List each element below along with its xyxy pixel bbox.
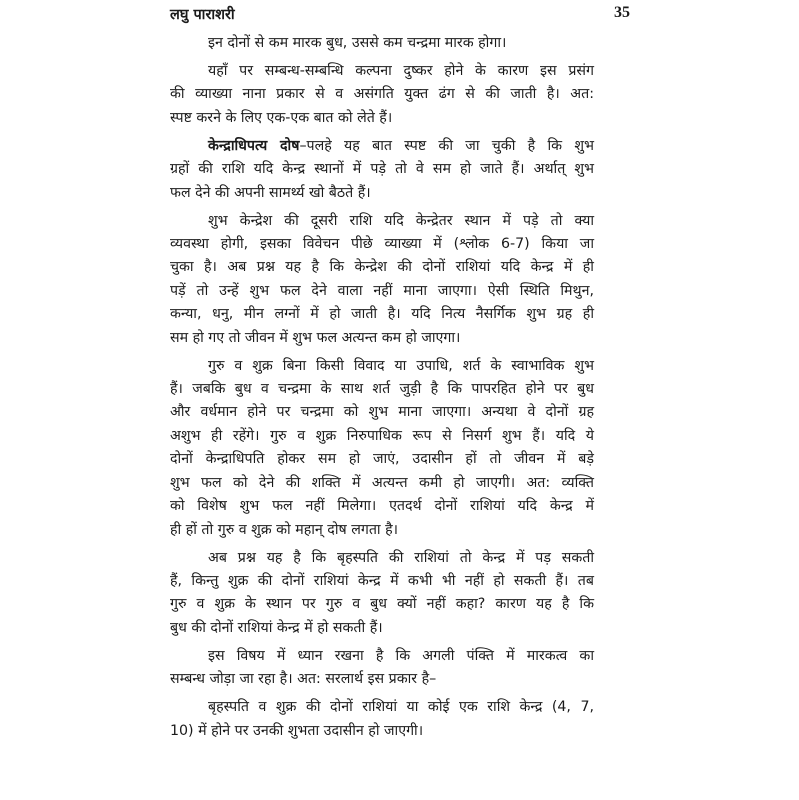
- page-body: [170, 32, 594, 748]
- paragraph: [170, 547, 594, 641]
- text-line: को विशेष शुभ फल नहीं मिलेगा। एतदर्थ दोनों राशियां यदि केन्द्र में: [170, 498, 594, 515]
- bold-heading: केन्द्राधिपत्य दोष: [208, 137, 300, 154]
- text-line: बुध की दोनों राशियां केन्द्र में हो सकती हैं।: [170, 619, 383, 636]
- running-title: लघु पाराशरी: [170, 7, 235, 23]
- paragraph: [170, 645, 594, 692]
- text-line: पड़ें तो उन्हें शुभ फल देने वाला नहीं माना जाएगा। ऐसी स्थिति मिथुन,: [170, 282, 594, 299]
- text-line: दोनों केन्द्राधिपति होकर सम हो जाएं, उदासीन हों तो जीवन में बड़े: [170, 451, 594, 468]
- paragraph: [170, 210, 594, 350]
- paragraph: [170, 696, 594, 743]
- paragraph: [170, 32, 594, 55]
- text-line: सम हो गए तो जीवन में शुभ फल अत्यन्त कम हो जाएगा।: [170, 329, 461, 346]
- text-line: और वर्धमान होने पर चन्द्रमा को शुभ माना जाएगा। अन्यथा वे दोनों ग्रह: [170, 404, 594, 421]
- text-line: गुरु व शुक्र के स्थान पर गुरु व बुध क्यों नहीं कहा? कारण यह है कि: [170, 596, 594, 613]
- text-line: शुभ केन्द्रेश की दूसरी राशि यदि केन्द्रेतर स्थान में पड़े तो क्या: [208, 212, 594, 229]
- paragraph: [170, 135, 594, 205]
- text-fragment: –पलहे यह बात स्पष्ट की जा चुकी है कि शुभ: [299, 137, 594, 154]
- text-line: ही हों तो गुरु व शुक्र को महान् दोष लगता है।: [170, 521, 399, 538]
- paragraph: [170, 355, 594, 542]
- text-line: [170, 135, 594, 158]
- text-line: इन दोनों से कम मारक बुध, उससे कम चन्द्रमा मारक होगा।: [208, 35, 507, 51]
- text-line: व्यवस्था होगी, इसका विवेचन पीछे व्याख्या में (श्लोक 6-7) किया जा: [170, 236, 594, 253]
- text-line: कन्या, धनु, मीन लग्नों में हो जाती है। यदि नित्य नैसर्गिक शुभ ग्रह ही: [170, 306, 594, 323]
- text-line: बृहस्पति व शुक्र की दोनों राशियां या कोई एक राशि केन्द्र (4, 7,: [208, 699, 594, 716]
- text-line: 10) में होने पर उनकी शुभता उदासीन हो जाएगी।: [170, 722, 424, 739]
- page-number: 35: [614, 4, 630, 21]
- text-line: स्पष्ट करने के लिए एक-एक बात को लेते हैं।: [170, 109, 393, 126]
- text-line: हैं। जबकि बुध व चन्द्रमा के साथ शर्त जुड़ी है कि पापरहित होने पर बुध: [170, 381, 594, 398]
- text-line: हैं, किन्तु शुक्र की दोनों राशियां केन्द्र में कभी भी नहीं हो सकती हैं। तब: [170, 572, 594, 589]
- paragraph: [170, 60, 594, 130]
- text-line: इस विषय में ध्यान रखना है कि अगली पंक्ति में मारकत्व का: [208, 647, 594, 664]
- text-line: ग्रहों की राशि यदि केन्द्र स्थानों में पड़े तो वे सम हो जाते हैं। अर्थात् शुभ: [170, 161, 594, 178]
- text-line: गुरु व शुक्र बिना किसी विवाद या उपाधि, शर्त के स्वाभाविक शुभ: [208, 357, 594, 374]
- text-line: शुभ फल को देने की शक्ति में अत्यन्त कमी हो जाएगी। अत: व्यक्ति: [170, 474, 594, 491]
- text-line: अब प्रश्न यह है कि बृहस्पति की राशियां तो केन्द्र में पड़ सकती: [208, 549, 594, 566]
- text-line: चुका है। अब प्रश्न यह है कि केन्द्रेश की दोनों राशियां यदि केन्द्र में ही: [170, 259, 594, 276]
- text-line: की व्याख्या नाना प्रकार से व असंगति युक्त ढंग से की जाती है। अत:: [170, 86, 594, 103]
- text-line: सम्बन्ध जोड़ा जा रहा है। अत: सरलार्थ इस प्रकार है–: [170, 671, 437, 688]
- page-header: [170, 4, 630, 26]
- text-line: फल देने की अपनी सामर्थ्य खो बैठते हैं।: [170, 184, 371, 201]
- text-line: अशुभ ही रहेंगे। गुरु व शुक्र निरुपाधिक रूप से निसर्ग शुभ हैं। यदि ये: [170, 427, 594, 444]
- text-line: यहाँ पर सम्बन्ध-सम्बन्धि कल्पना दुष्कर होने के कारण इस प्रसंग: [208, 63, 594, 79]
